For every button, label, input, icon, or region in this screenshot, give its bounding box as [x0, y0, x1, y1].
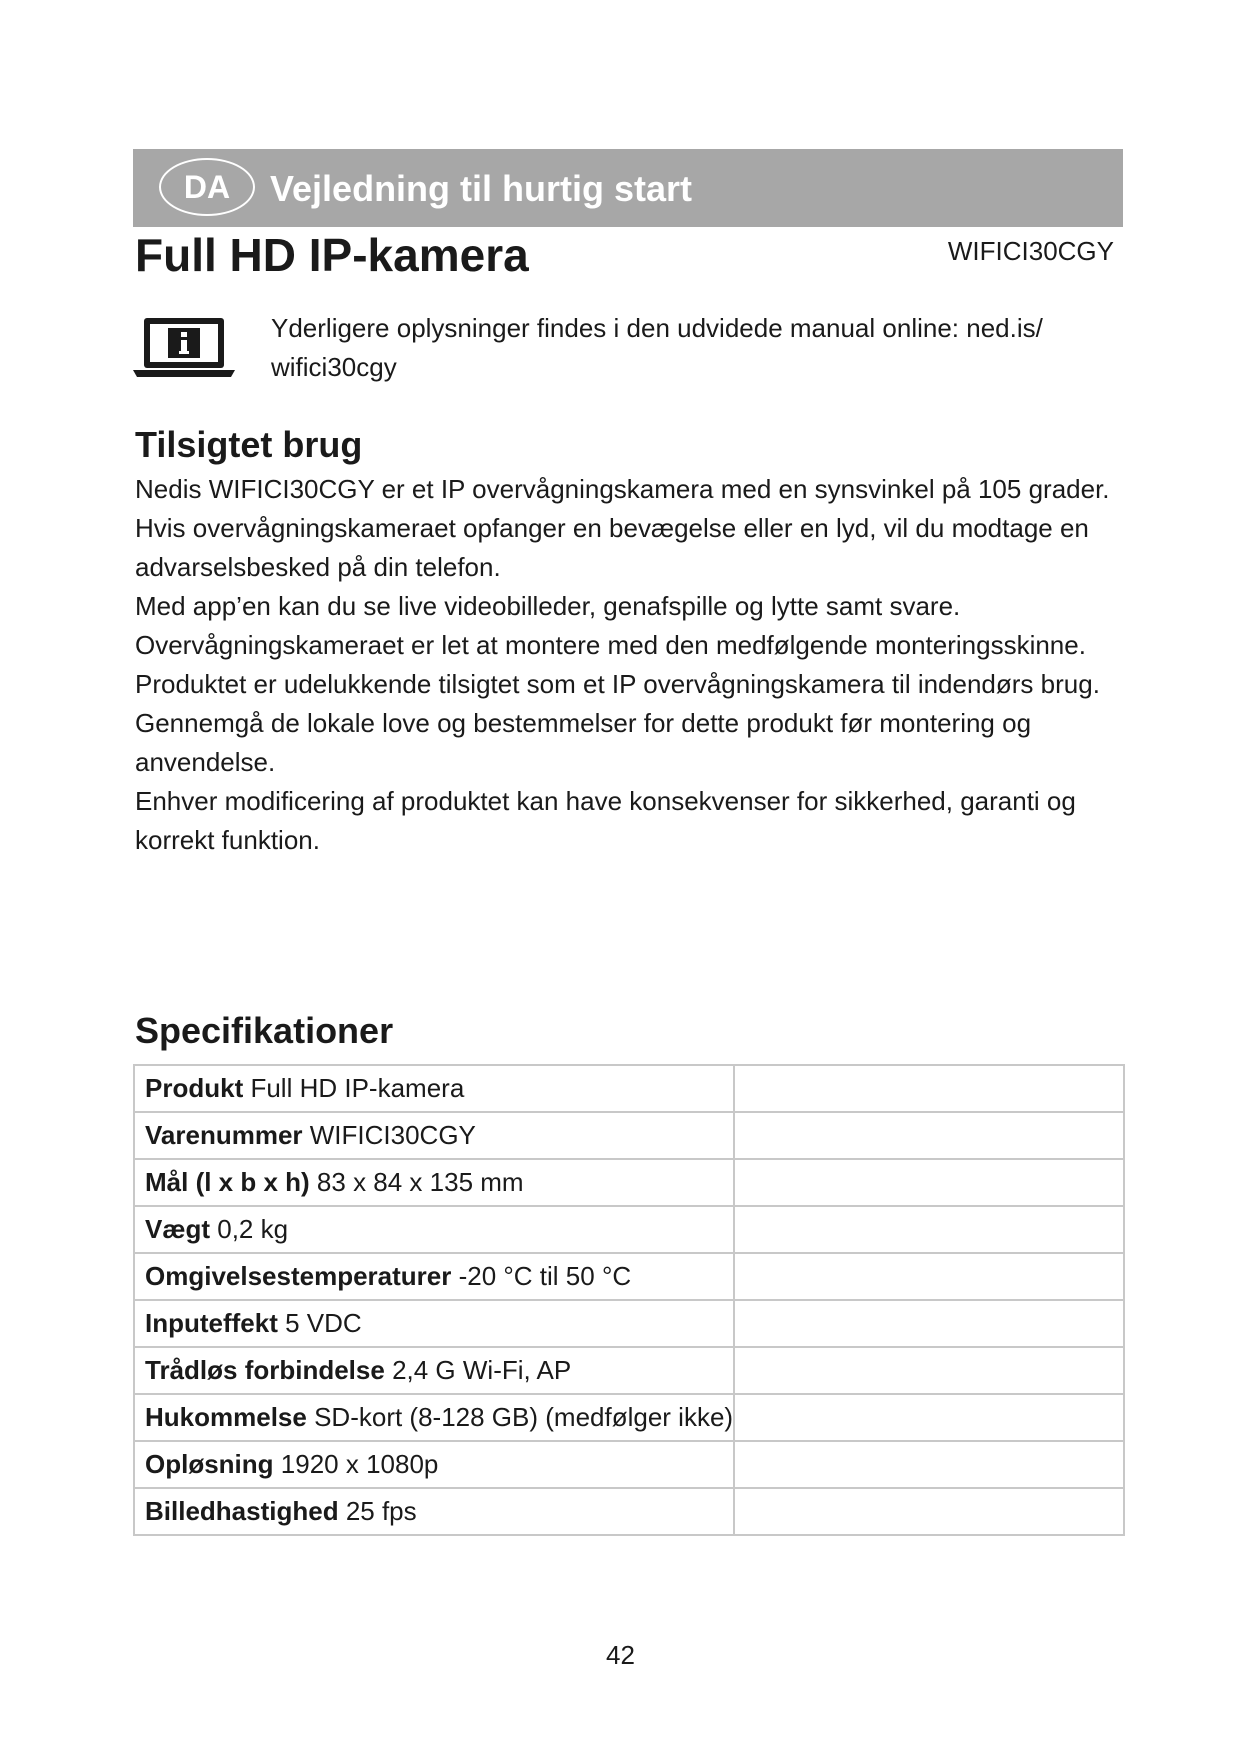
spec-cell	[134, 1347, 734, 1394]
spec-value: 0,2 kg	[217, 1214, 289, 1244]
table-row	[134, 1300, 1124, 1347]
intended-use-paragraph: Overvågningskameraet er let at montere med den medfølgende monteringsskinne.	[135, 630, 1086, 660]
table-row	[134, 1441, 1124, 1488]
intended-use-paragraph: Med app’en kan du se live videobilleder, genafspille og lytte samt svare.	[135, 591, 961, 621]
intended-use-paragraph: Enhver modificering af produktet kan have konsekvenser for sikkerhed, garanti og korrekt funktion.	[135, 786, 1076, 855]
spec-value: 25 fps	[345, 1496, 417, 1526]
spec-label: Produkt	[145, 1073, 244, 1103]
spec-label: Opløsning	[145, 1449, 274, 1479]
table-row	[134, 1253, 1124, 1300]
spec-cell	[134, 1300, 734, 1347]
intended-use-heading: Tilsigtet brug	[135, 424, 363, 465]
spec-cell	[134, 1112, 734, 1159]
intended-use-paragraph: Produktet er udelukkende tilsigtet som et IP overvågningskamera til indendørs brug.	[135, 669, 1100, 699]
specifications-heading: Specifikationer	[135, 1010, 394, 1051]
spec-cell	[134, 1441, 734, 1488]
spec-empty-cell	[734, 1206, 1124, 1253]
table-row	[134, 1206, 1124, 1253]
table-row	[134, 1112, 1124, 1159]
intended-use-body	[135, 470, 1125, 860]
spec-label: Omgivelsestemperaturer	[145, 1261, 452, 1291]
laptop-info-icon	[133, 314, 235, 382]
spec-empty-cell	[734, 1253, 1124, 1300]
intended-use-paragraph: Hvis overvågningskameraet opfanger en bevægelse eller en lyd, vil du modtage en advarselsbesked på din telefon.	[135, 513, 1089, 582]
intended-use-paragraph: Gennemgå de lokale love og bestemmelser for dette produkt før montering og anvendelse.	[135, 708, 1032, 777]
spec-empty-cell	[734, 1112, 1124, 1159]
spec-label: Hukommelse	[145, 1402, 307, 1432]
info-text: Yderligere oplysninger findes i den udvidede manual online: ned.is/ wifici30cgy	[271, 313, 1043, 382]
spec-value: -20 °C til 50 °C	[458, 1261, 632, 1291]
spec-empty-cell	[734, 1394, 1124, 1441]
spec-empty-cell	[734, 1300, 1124, 1347]
spec-value: WIFICI30CGY	[309, 1120, 476, 1150]
model-code: WIFICI30CGY	[947, 236, 1114, 266]
spec-value: Full HD IP-kamera	[250, 1073, 465, 1103]
header-band	[133, 149, 1123, 227]
language-badge: DA	[159, 158, 255, 216]
spec-label: Mål (l x b x h)	[145, 1167, 310, 1197]
table-row	[134, 1347, 1124, 1394]
spec-value: 5 VDC	[285, 1308, 362, 1338]
spec-cell	[134, 1394, 734, 1441]
spec-cell	[134, 1065, 734, 1112]
spec-cell	[134, 1488, 734, 1535]
spec-empty-cell	[734, 1347, 1124, 1394]
table-row	[134, 1159, 1124, 1206]
spec-empty-cell	[734, 1159, 1124, 1206]
intended-use-paragraph: Nedis WIFICI30CGY er et IP overvågningskamera med en synsvinkel på 105 grader.	[135, 474, 1110, 504]
table-row	[134, 1065, 1124, 1112]
spec-label: Billedhastighed	[145, 1496, 339, 1526]
specifications-table	[133, 1064, 1125, 1536]
spec-value: 2,4 G Wi-Fi, AP	[392, 1355, 572, 1385]
spec-label: Trådløs forbindelse	[145, 1355, 385, 1385]
spec-value: SD-kort (8-128 GB) (medfølger ikke)	[314, 1402, 734, 1432]
page-number: 42	[606, 1640, 635, 1670]
document-title: Full HD IP-kamera	[135, 229, 529, 281]
spec-empty-cell	[734, 1488, 1124, 1535]
spec-label: Vægt	[145, 1214, 210, 1244]
table-row	[134, 1488, 1124, 1535]
spec-label: Inputeffekt	[145, 1308, 278, 1338]
spec-empty-cell	[734, 1441, 1124, 1488]
table-row	[134, 1394, 1124, 1441]
spec-value: 83 x 84 x 135 mm	[316, 1167, 524, 1197]
header-title: Vejledning til hurtig start	[270, 168, 693, 209]
spec-cell	[134, 1206, 734, 1253]
spec-cell	[134, 1253, 734, 1300]
spec-label: Varenummer	[145, 1120, 303, 1150]
spec-value: 1920 x 1080p	[280, 1449, 439, 1479]
spec-empty-cell	[734, 1065, 1124, 1112]
spec-cell	[134, 1159, 734, 1206]
